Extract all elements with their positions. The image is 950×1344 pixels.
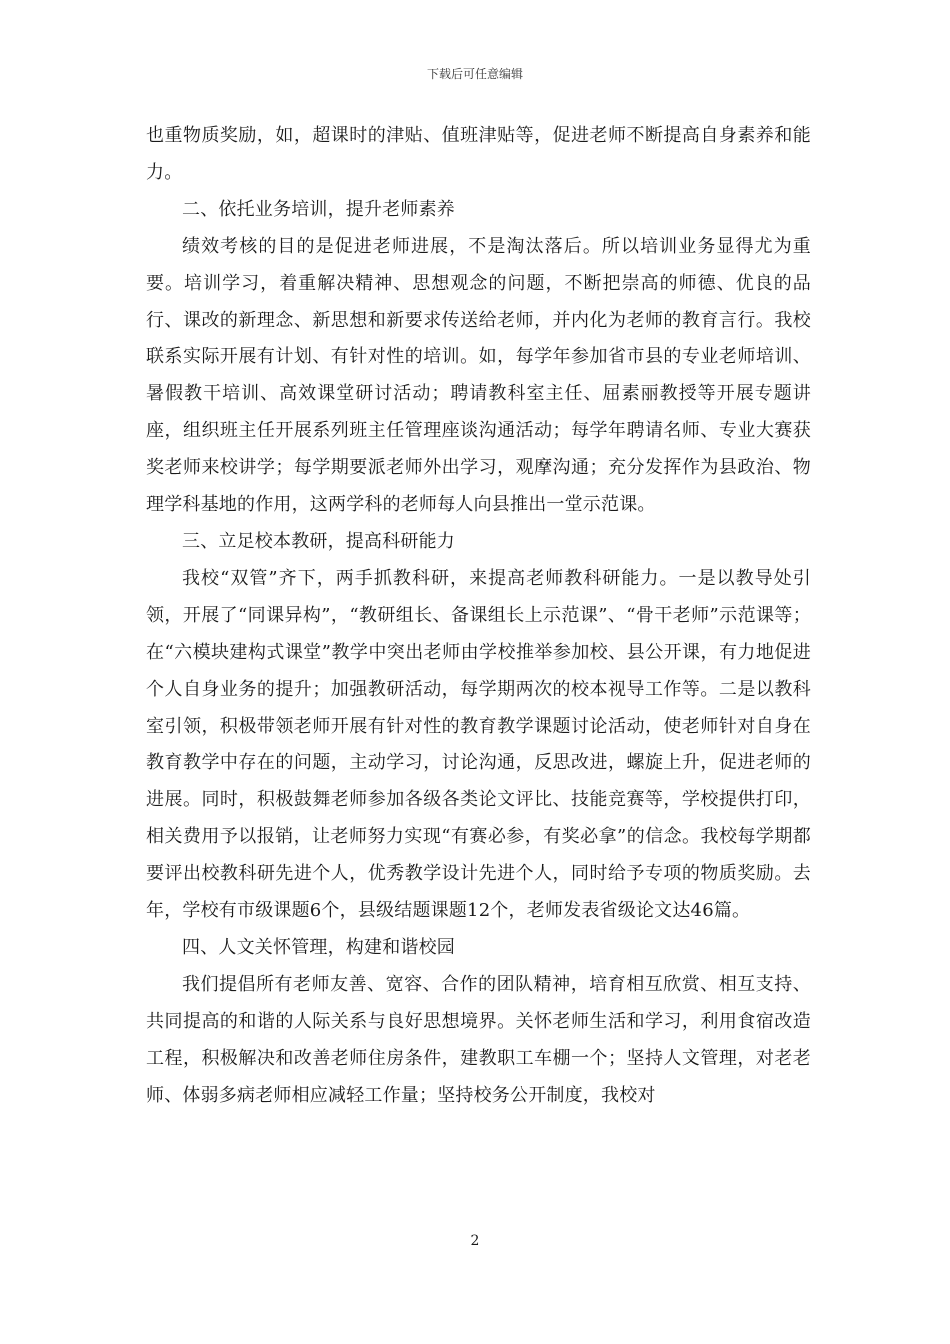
paragraph: 也重物质奖励，如，超课时的津贴、值班津贴等，促进老师不断提高自身素养和能力。 [146, 125, 811, 183]
section-heading: 四、人文关怀管理，构建和谐校园 [182, 936, 455, 958]
page-number: 2 [470, 1233, 480, 1249]
section-heading: 二、依托业务培训，提升老师素养 [182, 198, 455, 220]
paragraph: 我们提倡所有老师友善、宽容、合作的团队精神，培育相互欣赏、相互支持、共同提高的和谐的人际关系与良好思想境界。关怀老师生活和学习，利用食宿改造工程，积极解决和改善老师住房条件，建教职工车棚一个；坚持人文管理，对老老师、体弱多病老师相应减轻工作量；坚持校务公开制度，我校对 [146, 973, 811, 1106]
section-heading: 三、立足校本教研，提高科研能力 [182, 530, 455, 552]
paragraph: 我校“双管”齐下，两手抓教科研，来提高老师教科研能力。一是以教导处引领，开展了“同课异构”，“教研组长、备课组长上示范课”、“骨干老师”示范课等；在“六模块建构式课堂”教学中突出老师由学校推举参加校、县公开课，有力地促进个人自身业务的提升；加强教研活动，每学期两次的校本视导工作等。二是以教科室引领，积极带领老师开展有针对性的教育教学课题讨论活动，使老师针对自身在教育教学中存在的问题，主动学习，讨论沟通，反思改进，螺旋上升，促进老师的进展。同时，积极鼓舞老师参加各级各类论文评比、技能竞赛等，学校提供打印，相关费用予以报销，让老师努力实现“有赛必参，有奖必拿”的信念。我校每学期都要评出校教科研先进个人，优秀教学设计先进个人，同时给予专项的物质奖励。去年，学校有市级课题6个，县级结题课题12个，老师发表省级论文达46篇。 [146, 567, 811, 922]
document-body [146, 118, 811, 1114]
paragraph: 绩效考核的目的是促进老师进展，不是淘汰落后。所以培训业务显得尤为重要。培训学习，着重解决精神、思想观念的问题，不断把崇高的师德、优良的品行、课改的新理念、新思想和新要求传送给老师，并内化为老师的教育言行。我校联系实际开展有计划、有针对性的培训。如，每学年参加省市县的专业老师培训、暑假教干培训、高效课堂研讨活动；聘请教科室主任、屈素丽教授等开展专题讲座，组织班主任开展系列班主任管理座谈沟通活动；每学年聘请名师、专业大赛获奖老师来校讲学；每学期要派老师外出学习，观摩沟通；充分发挥作为县政治、物理学科基地的作用，这两学科的老师每人向县推出一堂示范课。 [146, 235, 811, 516]
page-header: 下载后可任意编辑 [426, 67, 523, 81]
